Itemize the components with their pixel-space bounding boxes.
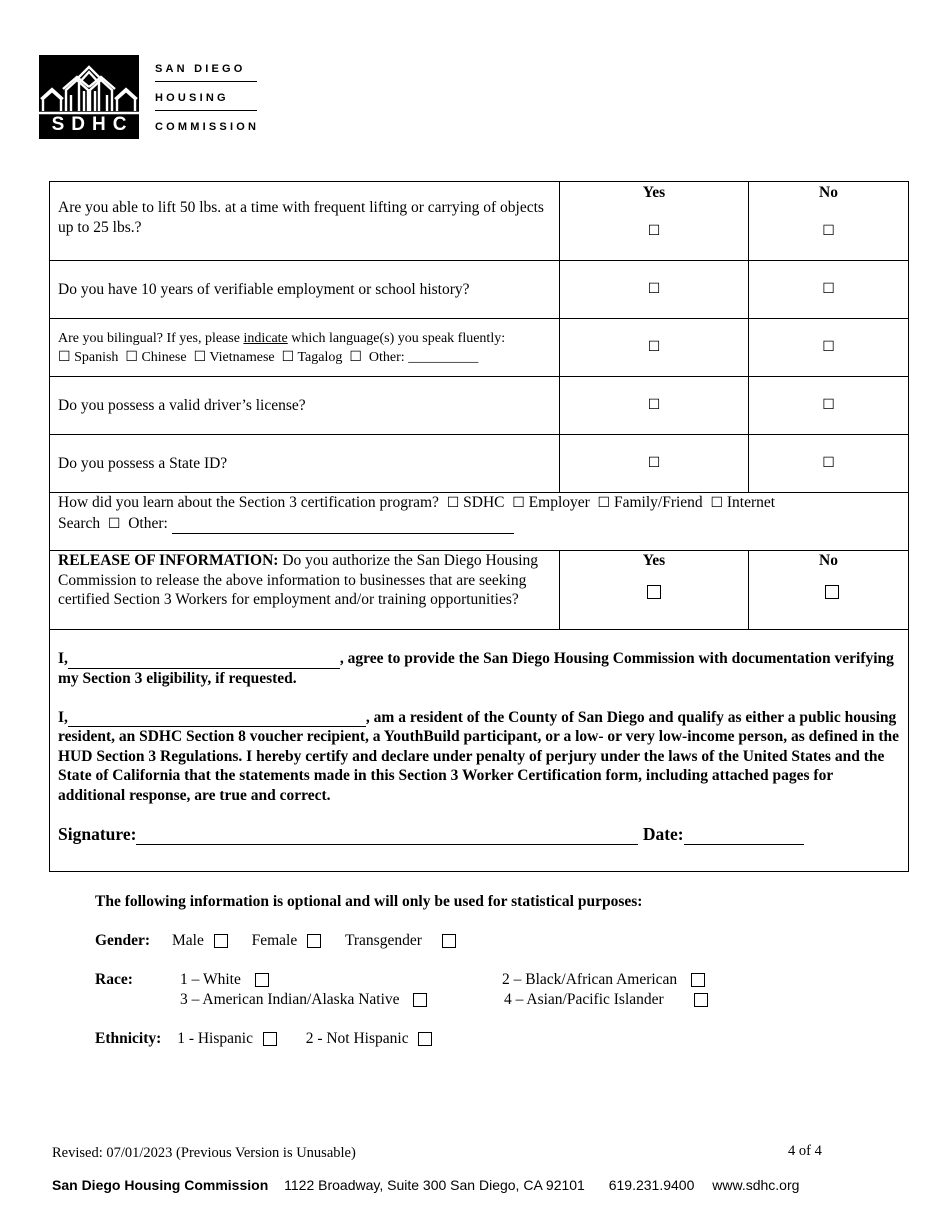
- license-yes-checkbox[interactable]: ☐: [647, 397, 661, 414]
- tagalog-checkbox[interactable]: ☐: [281, 348, 295, 365]
- race-asian-checkbox[interactable]: [694, 993, 708, 1007]
- question-license: Do you possess a valid driver’s license?: [50, 377, 560, 435]
- revised-note: Revised: 07/01/2023 (Previous Version is Unusable): [52, 1145, 356, 1161]
- footer-contact: [52, 1177, 799, 1193]
- chinese-checkbox[interactable]: ☐: [125, 348, 138, 365]
- resident-name-field[interactable]: [68, 710, 366, 727]
- sdhc-logo: [39, 55, 139, 139]
- question-row-bilingual: [50, 319, 909, 377]
- question-row-license: [50, 377, 909, 435]
- certification-block: [50, 630, 909, 872]
- footer-website[interactable]: www.sdhc.org: [712, 1177, 800, 1193]
- learn-internet-checkbox[interactable]: ☐: [710, 495, 723, 511]
- vietnamese-checkbox[interactable]: ☐: [193, 348, 207, 365]
- release-no-checkbox[interactable]: [825, 585, 839, 599]
- bilingual-no-checkbox[interactable]: ☐: [822, 339, 835, 356]
- signature-field[interactable]: [136, 826, 638, 845]
- race-white-checkbox[interactable]: [255, 973, 269, 987]
- page-number: 4 of 4: [788, 1143, 822, 1159]
- license-no-checkbox[interactable]: ☐: [822, 397, 835, 414]
- learn-row: [50, 493, 909, 551]
- question-row-history: [50, 261, 909, 319]
- history-no-checkbox[interactable]: ☐: [822, 281, 835, 298]
- state-id-no-checkbox[interactable]: ☐: [822, 455, 835, 472]
- date-field[interactable]: [684, 826, 804, 845]
- houses-icon: [39, 59, 139, 121]
- race-label: Race:: [95, 971, 133, 988]
- yes-header: Yes: [642, 184, 666, 201]
- logo-rule-1: [155, 81, 257, 82]
- ethnicity-hispanic-checkbox[interactable]: [263, 1032, 277, 1046]
- footer-address: 1122 Broadway, Suite 300 San Diego, CA 92101: [284, 1177, 585, 1193]
- agree-statement: I, , agree to provide the San Diego Housing Commission with documentation verifying my Section 3 eligibility, if requested.: [58, 650, 894, 687]
- learn-sdhc-checkbox[interactable]: ☐: [446, 495, 460, 511]
- release-row: [50, 551, 909, 630]
- state-id-yes-checkbox[interactable]: ☐: [647, 455, 661, 472]
- learn-family-checkbox[interactable]: ☐: [597, 495, 611, 511]
- bilingual-yes-checkbox[interactable]: ☐: [647, 339, 661, 356]
- gender-male-checkbox[interactable]: [214, 934, 228, 948]
- question-row-state-id: [50, 435, 909, 493]
- learn-other-field[interactable]: [172, 517, 514, 534]
- no-header: No: [819, 184, 838, 201]
- gender-female-checkbox[interactable]: [307, 934, 321, 948]
- footer-phone: 619.231.9400: [608, 1177, 695, 1193]
- history-yes-checkbox[interactable]: ☐: [647, 281, 661, 298]
- ethnicity-not-hispanic-checkbox[interactable]: [418, 1032, 432, 1046]
- learn-question: How did you learn about the Section 3 certification program? ☐ SDHC ☐ Employer ☐ Family/Friend ☐ Internet Search ☐ Other:: [50, 493, 909, 551]
- release-yes-checkbox[interactable]: [647, 585, 661, 599]
- question-bilingual: Are you bilingual? If yes, please indicate which language(s) you speak fluently: ☐ Spanish ☐ Chinese ☐ Vietnamese ☐ Tagalog ☐ Other: __________: [50, 319, 560, 377]
- learn-other-checkbox[interactable]: ☐: [107, 515, 121, 532]
- release-question: RELEASE OF INFORMATION: Do you authorize the San Diego Housing Commission to release the above information to businesses that are seeking certified Section 3 Workers for employment and/or training opportunities?: [50, 551, 560, 630]
- ethnicity-row: Ethnicity: 1 - Hispanic 2 - Not Hispanic: [95, 1030, 432, 1048]
- question-row-lift: [50, 182, 909, 261]
- signature-line: Signature: Date:: [58, 825, 900, 845]
- release-yes-header: Yes: [642, 552, 666, 569]
- release-no-header: No: [819, 552, 838, 569]
- logo-line-1: SAN DIEGO: [155, 63, 246, 75]
- race-american-indian-checkbox[interactable]: [413, 993, 427, 1007]
- lift-no-checkbox[interactable]: ☐: [822, 222, 835, 239]
- logo-line-2: HOUSING: [155, 92, 229, 104]
- spanish-checkbox[interactable]: ☐: [58, 348, 71, 365]
- optional-intro: The following information is optional and will only be used for statistical purposes:: [95, 893, 643, 910]
- learn-employer-checkbox[interactable]: ☐: [512, 495, 525, 511]
- certification-row: [50, 630, 909, 872]
- race-black-checkbox[interactable]: [691, 973, 705, 987]
- question-lift: Are you able to lift 50 lbs. at a time with frequent lifting or carrying of objects up to 25 lbs.?: [50, 182, 560, 261]
- question-history: Do you have 10 years of verifiable employment or school history?: [50, 261, 560, 319]
- footer-org: San Diego Housing Commission: [52, 1177, 269, 1193]
- logo-letters: SDHC: [51, 114, 134, 135]
- gender-transgender-checkbox[interactable]: [442, 934, 456, 948]
- gender-row: Gender: Male Female Transgender: [95, 932, 456, 950]
- lift-yes-checkbox[interactable]: ☐: [647, 222, 661, 239]
- question-state-id: Do you possess a State ID?: [50, 435, 560, 493]
- indicate-underlined: indicate: [243, 330, 288, 346]
- eligibility-table: [49, 181, 909, 872]
- agree-name-field[interactable]: [68, 652, 340, 669]
- other-language-checkbox[interactable]: ☐: [349, 348, 362, 365]
- resident-statement: I, , am a resident of the County of San Diego and qualify as either a public housing resident, an SDHC Section 8 voucher recipient, a YouthBuild participant, or a low- or very low-income person, as defined in the HUD Section 3 Regulations. I hereby certify and declare under penalty of perjury under the laws of the United States and the State of California that the statements made in this Section 3 Worker Certification form, including attached pages for additional response, are true and correct.: [58, 708, 900, 804]
- other-language-field[interactable]: __________: [408, 349, 479, 365]
- logo-line-3: COMMISSION: [155, 121, 260, 133]
- logo-rule-2: [155, 110, 257, 111]
